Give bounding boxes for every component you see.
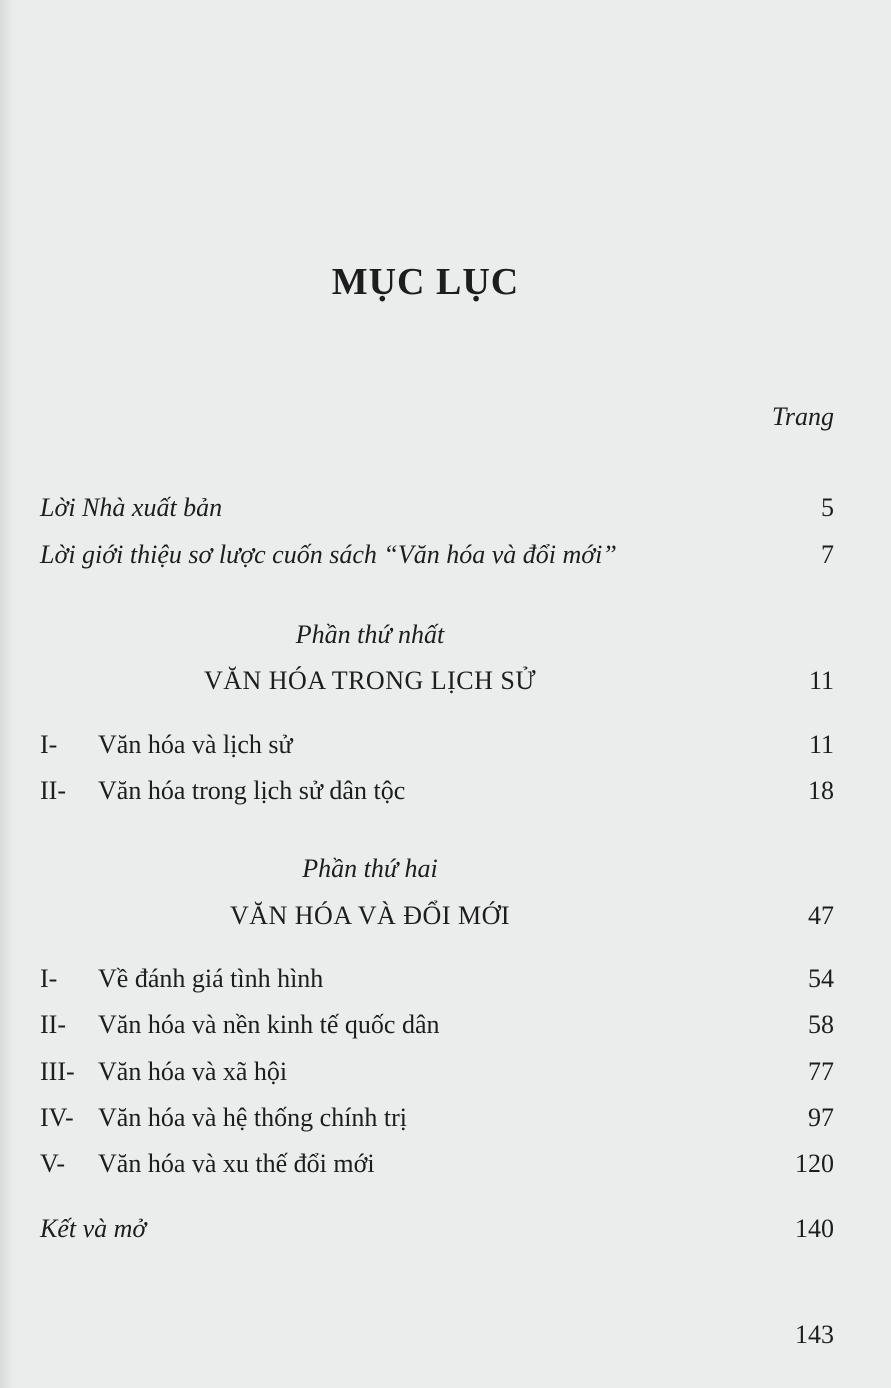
- toc-entry-page: 58: [808, 1010, 834, 1039]
- toc-entry-introduction: [40, 540, 834, 574]
- toc-entry-page: 97: [808, 1103, 834, 1132]
- toc-entry-page: 140: [795, 1214, 834, 1243]
- toc-entry-text: Văn hóa và xã hội: [98, 1057, 288, 1086]
- toc-entry-text: Về đánh giá tình hình: [98, 964, 324, 993]
- part1-title: VĂN HÓA TRONG LỊCH SỬ: [203, 666, 537, 695]
- toc-entry-text: Văn hóa trong lịch sử dân tộc: [98, 776, 406, 805]
- toc-entry-text: Kết và mở: [40, 1214, 147, 1243]
- toc-entry-number: V-: [40, 1149, 66, 1178]
- part2-title: VĂN HÓA VÀ ĐỔI MỚI: [229, 901, 511, 930]
- page-number: 143: [795, 1320, 834, 1349]
- part1-page: 11: [808, 666, 834, 695]
- toc-entry-text: Văn hóa và xu thế đổi mới: [98, 1149, 375, 1178]
- toc-entry: [40, 1057, 834, 1091]
- toc-entry: [40, 1149, 834, 1183]
- part2-label: Phần thứ hai: [302, 854, 438, 883]
- toc-entry-text: Văn hóa và lịch sử: [98, 730, 293, 759]
- toc-entry-page: 7: [821, 540, 834, 569]
- toc-entry-text: Văn hóa và hệ thống chính trị: [98, 1103, 408, 1132]
- toc-entry-number: I-: [40, 730, 58, 759]
- toc-entry-page: 5: [821, 493, 834, 522]
- toc-entry-text: Văn hóa và nền kinh tế quốc dân: [98, 1010, 440, 1039]
- part1-label: Phần thứ nhất: [295, 620, 445, 649]
- toc-entry-page: 77: [808, 1057, 834, 1086]
- toc-entry-number: IV-: [40, 1103, 74, 1132]
- part2-page: 47: [808, 901, 834, 930]
- toc-entry-page: 18: [808, 776, 834, 805]
- toc-entry-closing: [40, 1214, 834, 1248]
- toc-entry-number: II-: [40, 1010, 66, 1039]
- toc-entry: [40, 730, 834, 764]
- toc-entry-publisher-note: [40, 493, 834, 527]
- page-title: MỤC LỤC: [331, 261, 520, 303]
- toc-entry-number: I-: [40, 964, 58, 993]
- toc-entry-text: Lời giới thiệu sơ lược cuốn sách “Văn hóa và đổi mới”: [40, 540, 617, 569]
- page-column-label: Trang: [771, 402, 834, 431]
- toc-entry: [40, 776, 834, 810]
- toc-entry: [40, 1103, 834, 1137]
- toc-entry-text: Lời Nhà xuất bản: [40, 493, 223, 522]
- toc-entry-page: 54: [808, 964, 834, 993]
- toc-entry-number: II-: [40, 776, 66, 805]
- toc-entry-page: 11: [808, 730, 834, 759]
- toc-entry-number: III-: [40, 1057, 75, 1086]
- toc-entry-page: 120: [795, 1149, 834, 1178]
- toc-entry: [40, 964, 834, 998]
- toc-entry: [40, 1010, 834, 1044]
